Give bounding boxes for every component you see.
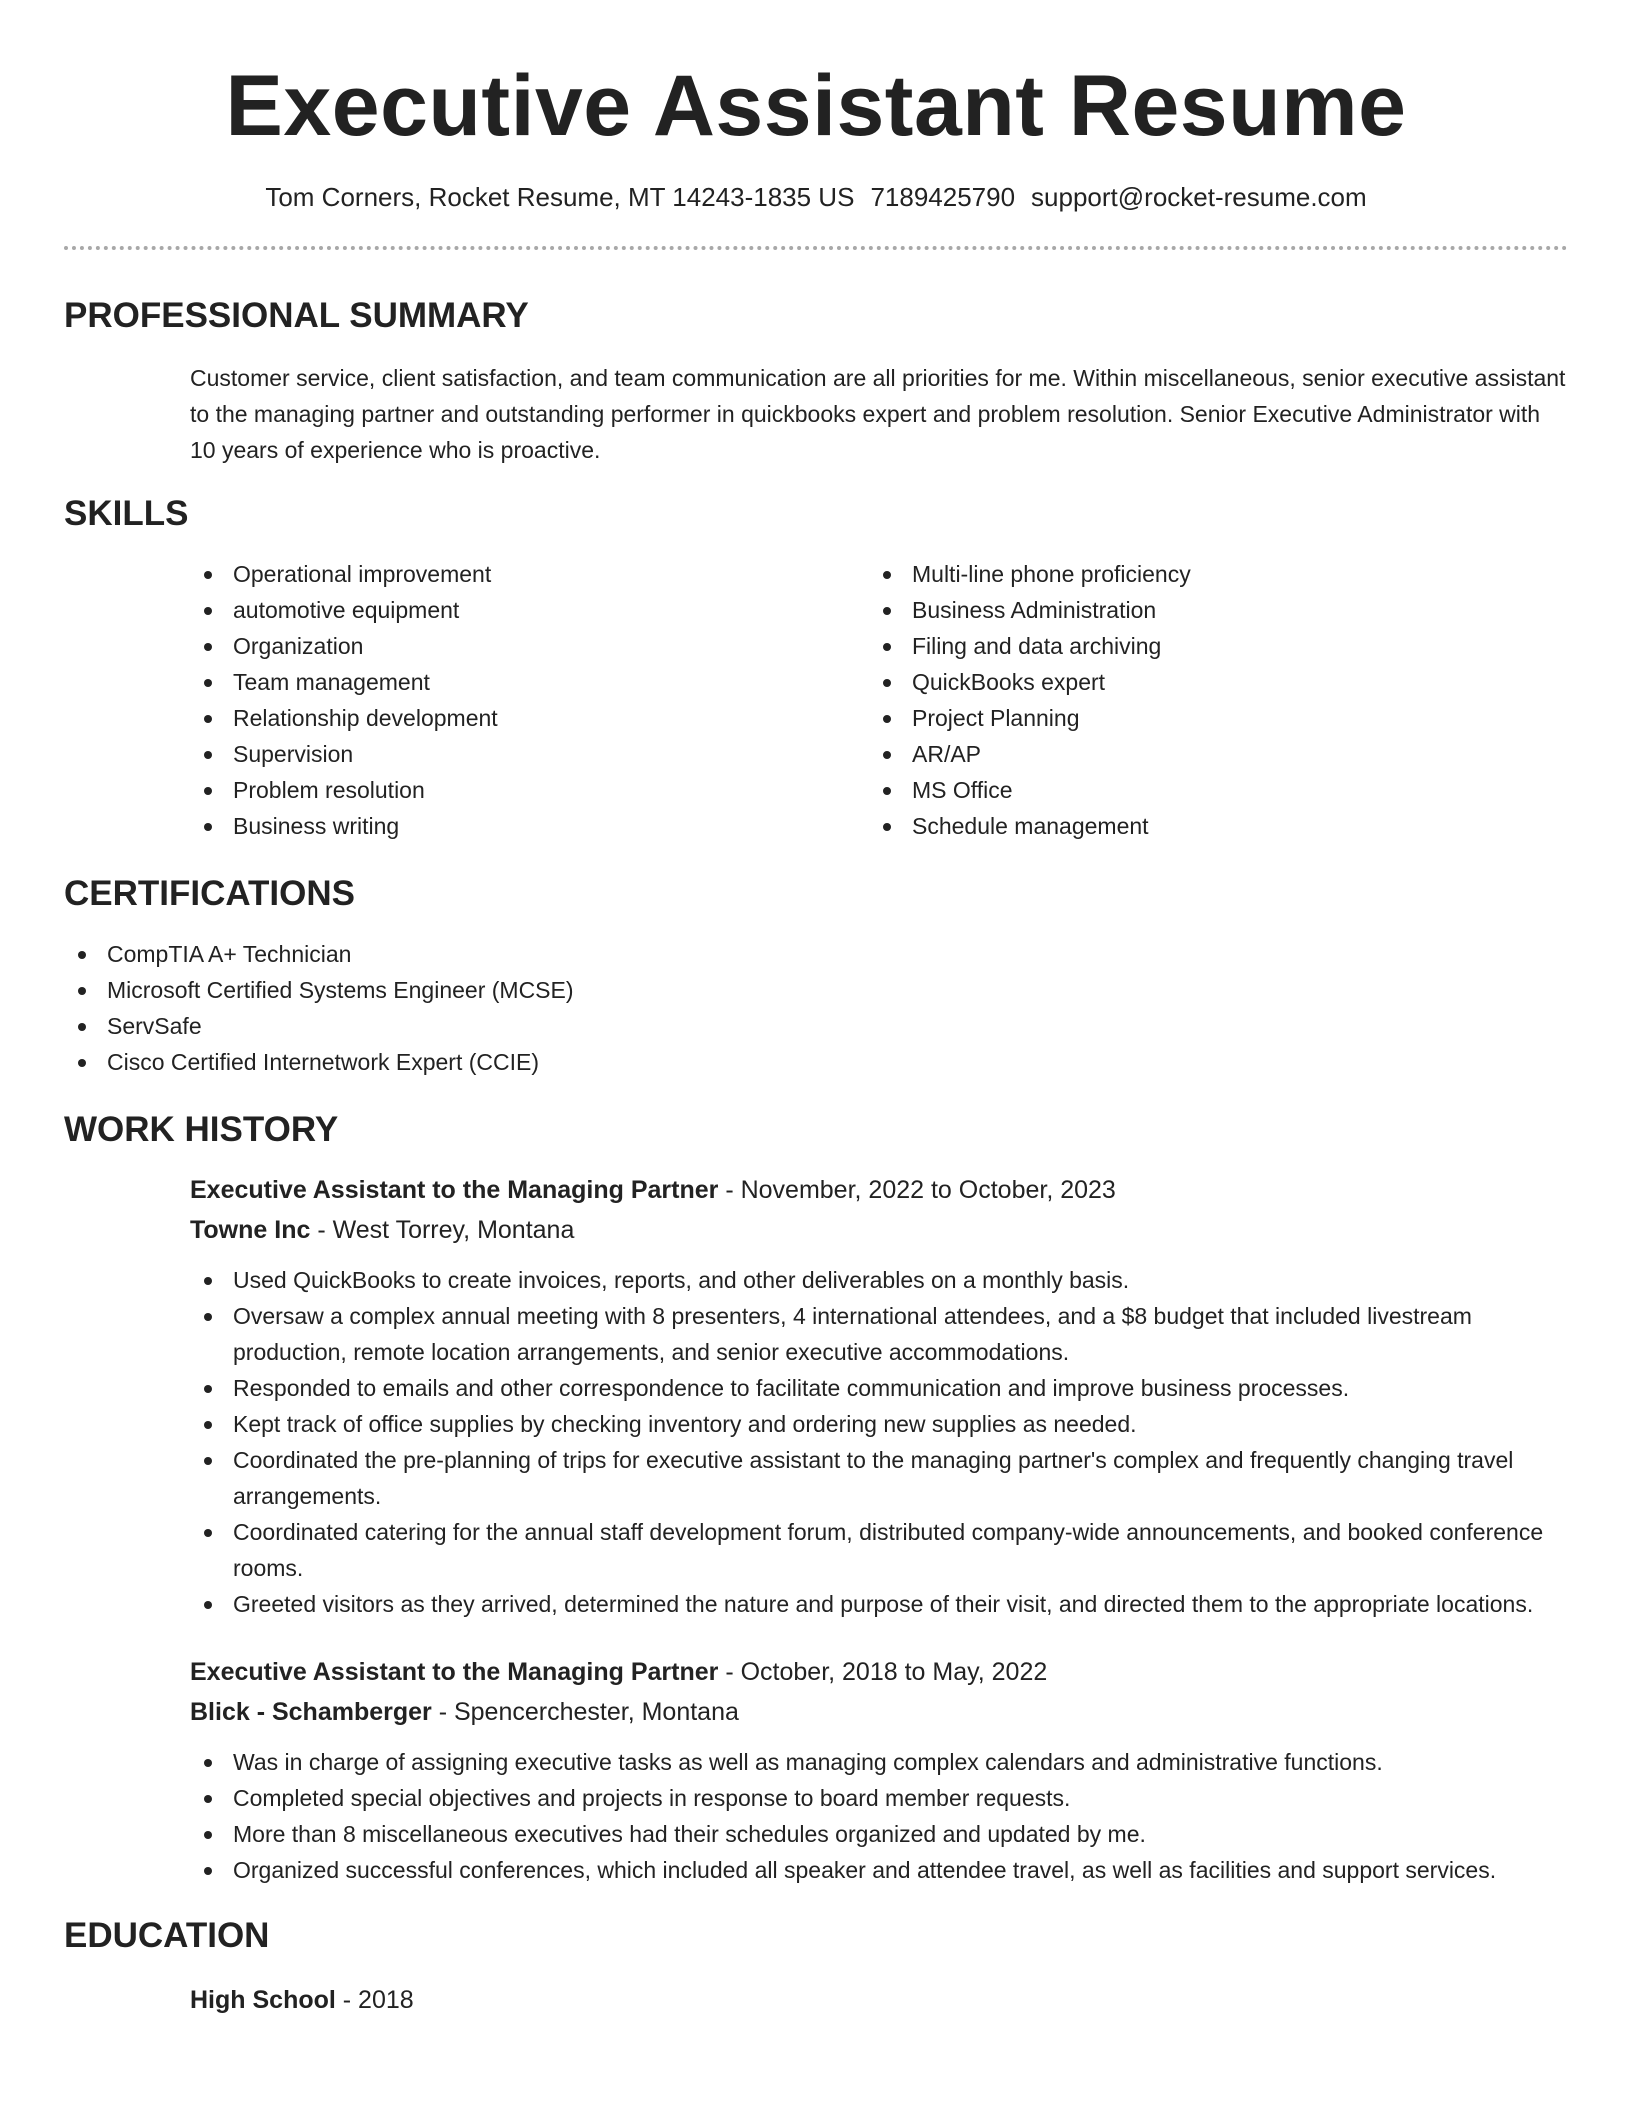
skill-item: MS Office (869, 772, 1548, 808)
job-entry (190, 1170, 1568, 1622)
job-duty: Responded to emails and other correspondence to facilitate communication and improve business processes. (190, 1370, 1568, 1406)
company-name: Blick - Schamberger (190, 1698, 432, 1726)
education-heading: EDUCATION (64, 1916, 270, 1955)
skill-item: Schedule management (869, 808, 1548, 844)
skill-item: Organization (190, 628, 869, 664)
education-year: - 2018 (335, 1986, 414, 2014)
job-duty: Greeted visitors as they arrived, determined the nature and purpose of their visit, and directed them to the appropriate locations. (190, 1586, 1568, 1622)
company-name: Towne Inc (190, 1216, 311, 1244)
skill-item: Business Administration (869, 592, 1548, 628)
job-title-line (190, 1170, 1568, 1210)
certification-item: CompTIA A+ Technician (64, 936, 1568, 972)
job-duty: Organized successful conferences, which included all speaker and attendee travel, as well as facilities and support services. (190, 1852, 1568, 1888)
education-entry (190, 1980, 1568, 2020)
certification-item: Microsoft Certified Systems Engineer (MCSE) (64, 972, 1568, 1008)
skills-heading: SKILLS (64, 494, 189, 533)
skill-item: Supervision (190, 736, 869, 772)
job-duty: Oversaw a complex annual meeting with 8 presenters, 4 international attendees, and a $8 budget that included livestream production, remote location arrangements, and senior executive accommodations. (190, 1298, 1568, 1370)
skill-item: Filing and data archiving (869, 628, 1548, 664)
skill-item: QuickBooks expert (869, 664, 1548, 700)
skills-list-right (869, 556, 1548, 844)
contact-email: support@rocket-resume.com (1031, 182, 1367, 212)
company-line (190, 1692, 1568, 1732)
certification-item: Cisco Certified Internetwork Expert (CCIE) (64, 1044, 1568, 1080)
job-entry (190, 1652, 1568, 1888)
job-duties-list (190, 1744, 1568, 1888)
skill-item: AR/AP (869, 736, 1548, 772)
page-title: Executive Assistant Resume (225, 58, 1407, 154)
skills-grid (190, 556, 1568, 844)
skills-list-left (190, 556, 869, 844)
work-history-heading: WORK HISTORY (64, 1110, 339, 1149)
skill-item: Project Planning (869, 700, 1548, 736)
job-duties-list (190, 1262, 1568, 1622)
certifications-heading: CERTIFICATIONS (64, 874, 356, 913)
skill-item: Multi-line phone proficiency (869, 556, 1548, 592)
certifications-list (64, 936, 1568, 1080)
job-dates: - October, 2018 to May, 2022 (718, 1658, 1048, 1686)
job-duty: Completed special objectives and projects in response to board member requests. (190, 1780, 1568, 1816)
job-duty: Kept track of office supplies by checking inventory and ordering new supplies as needed. (190, 1406, 1568, 1442)
job-title-line (190, 1652, 1568, 1692)
contact-info (64, 180, 1568, 214)
job-duty: More than 8 miscellaneous executives had their schedules organized and updated by me. (190, 1816, 1568, 1852)
job-duty: Coordinated catering for the annual staff development forum, distributed company-wide announcements, and booked conference rooms. (190, 1514, 1568, 1586)
contact-phone: 7189425790 (870, 182, 1016, 212)
contact-address: Tom Corners, Rocket Resume, MT 14243-1835 US (265, 182, 855, 212)
skill-item: Operational improvement (190, 556, 869, 592)
summary-text: Customer service, client satisfaction, and team communication are all priorities for me. Within miscellaneous, senior executive assistant to the managing partner and outstanding performer in quickbooks expert and problem resolution. Senior Executive Administrator with 10 years of experience who is proactive. (190, 365, 1566, 463)
skill-item: automotive equipment (190, 592, 869, 628)
skill-item: Relationship development (190, 700, 869, 736)
skill-item: Business writing (190, 808, 869, 844)
job-title: Executive Assistant to the Managing Partner (190, 1176, 719, 1204)
job-duty: Used QuickBooks to create invoices, reports, and other deliverables on a monthly basis. (190, 1262, 1568, 1298)
company-location: - West Torrey, Montana (310, 1216, 575, 1244)
company-line (190, 1210, 1568, 1250)
job-dates: - November, 2022 to October, 2023 (718, 1176, 1116, 1204)
education-degree: High School (190, 1986, 336, 2014)
job-title: Executive Assistant to the Managing Partner (190, 1658, 719, 1686)
summary-heading: PROFESSIONAL SUMMARY (64, 296, 529, 335)
job-duty: Was in charge of assigning executive tasks as well as managing complex calendars and administrative functions. (190, 1744, 1568, 1780)
job-duty: Coordinated the pre-planning of trips for executive assistant to the managing partner's complex and frequently changing travel arrangements. (190, 1442, 1568, 1514)
header-divider (64, 246, 1568, 250)
skill-item: Team management (190, 664, 869, 700)
certification-item: ServSafe (64, 1008, 1568, 1044)
skill-item: Problem resolution (190, 772, 869, 808)
company-location: - Spencerchester, Montana (431, 1698, 739, 1726)
